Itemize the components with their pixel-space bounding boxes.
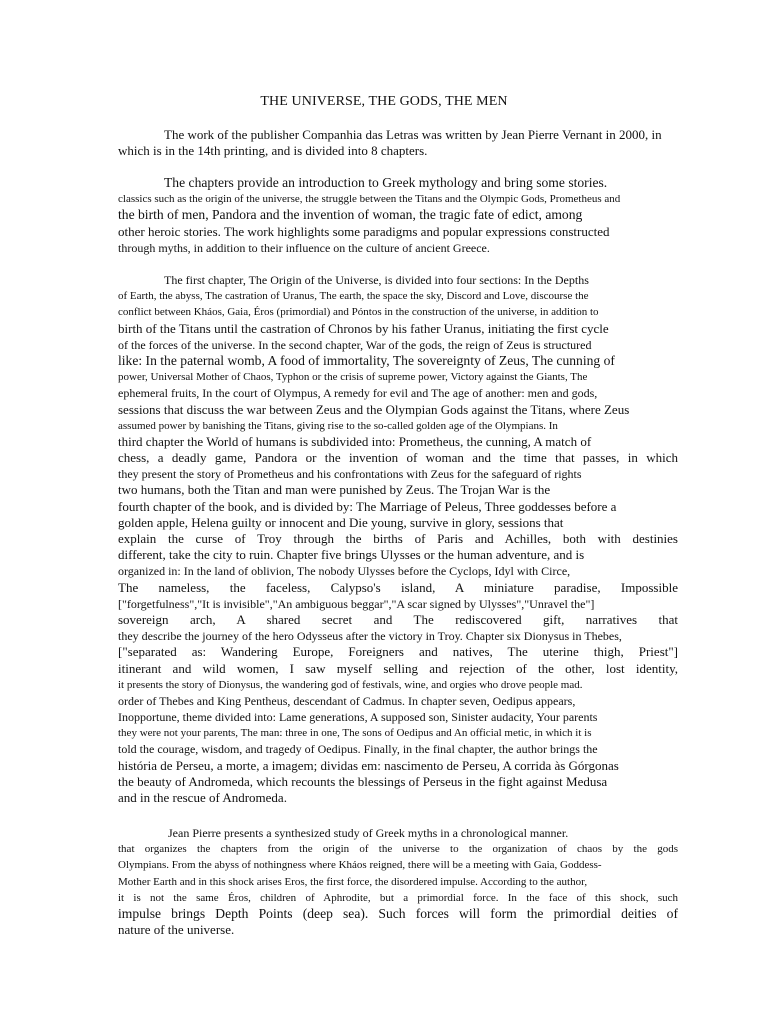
text-line: the birth of men, Pandora and the invention of woman, the tragic fate of edict, among [118, 207, 583, 223]
text-line: Inopportune, theme divided into: Lame generations, A supposed son, Sinister audacity, Your parents [118, 710, 598, 725]
text-line: nature of the universe. [118, 922, 235, 938]
text-line: Olympians. From the abyss of nothingness where Kháos reigned, there will be a meeting with Gaia, Goddess- [118, 859, 602, 872]
paragraph-4 [118, 825, 678, 938]
text-line: through myths, in addition to their influence on the culture of ancient Greece. [118, 240, 490, 255]
text-line: other heroic stories. The work highlights some paradigms and popular expressions constructed [118, 223, 610, 239]
text-line: chess, a deadly game, Pandora or the invention of woman and the time that passes, in which [118, 450, 678, 466]
text-line: ephemeral fruits, In the court of Olympus, A remedy for evil and The age of another: men and gods, [118, 386, 598, 401]
text-line: it is not the same Éros, children of Aphrodite, but a primordial force. In the face of this shock, such [118, 891, 678, 904]
text-line: ["separated as: Wandering Europe, Foreigners and natives, The uterine thigh, Priest"] [118, 644, 678, 660]
text-line: The first chapter, The Origin of the Universe, is divided into four sections: In the Depths [164, 273, 589, 287]
paragraph-2 [118, 175, 678, 256]
text-line: they present the story of Prometheus and his confrontations with Zeus for the safeguard of rights [118, 467, 582, 482]
text-line: two humans, both the Titan and man were punished by Zeus. The Trojan War is the [118, 482, 551, 498]
text-line: organized in: In the land of oblivion, The nobody Ulysses before the Cyclops, Idyl with Circe, [118, 564, 571, 579]
text-line: conflict between Kháos, Gaia, Éros (primordial) and Póntos in the construction of the universe, in addition to [118, 306, 599, 319]
text-line: and in the rescue of Andromeda. [118, 790, 287, 805]
text-line: fourth chapter of the book, and is divided by: The Marriage of Peleus, Three goddesses before a [118, 498, 617, 514]
text-line: order of Thebes and King Pentheus, descendant of Cadmus. In chapter seven, Oedipus appears, [118, 693, 576, 708]
text-line: told the courage, wisdom, and tragedy of Oedipus. Finally, in the final chapter, the author brings the [118, 742, 598, 757]
text-line: birth of the Titans until the castration of Chronos by his father Uranus, initiating the first cycle [118, 320, 609, 336]
text-line: that organizes the chapters from the origin of the universe to the organization of chaos by the gods [118, 843, 678, 856]
text-line: assumed power by banishing the Titans, giving rise to the so-called golden age of the Olympians. In [118, 419, 558, 432]
text-line: Jean Pierre presents a synthesized study of Greek myths in a chronological manner. [168, 826, 569, 840]
paragraph-1 [118, 127, 678, 159]
text-line: which is in the 14th printing, and is divided into 8 chapters. [118, 143, 428, 159]
text-line: impulse brings Depth Points (deep sea). Such forces will form the primordial deities of [118, 905, 678, 921]
text-line: The work of the publisher Companhia das Letras was written by Jean Pierre Vernant in 2000, in [164, 127, 662, 142]
text-line: they were not your parents, The man: three in one, The sons of Oedipus and An official metic, in which it is [118, 727, 592, 740]
text-line: power, Universal Mother of Chaos, Typhon or the crisis of supreme power, Victory against the Giants, The [118, 371, 588, 384]
text-line: they describe the journey of the hero Odysseus after the victory in Troy. Chapter six Dionysus in Thebes, [118, 629, 622, 644]
paragraph-3 [118, 272, 678, 806]
text-line: sessions that discuss the war between Zeus and the Olympian Gods against the Titans, where Zeus [118, 401, 630, 417]
text-line: the beauty of Andromeda, which recounts the blessings of Perseus in the fight against Medusa [118, 773, 608, 789]
text-line: sovereign arch, A shared secret and The rediscovered gift, narratives that [118, 611, 678, 627]
text-line: third chapter the World of humans is subdivided into: Prometheus, the cunning, A match of [118, 433, 592, 449]
text-line: like: In the paternal womb, A food of immortality, The sovereignty of Zeus, The cunning of [118, 352, 615, 368]
text-line: different, take the city to ruin. Chapter five brings Ulysses or the human adventure, and is [118, 547, 585, 563]
document-title: THE UNIVERSE, THE GODS, THE MEN [260, 94, 508, 109]
text-line: explain the curse of Troy through the births of Paris and Achilles, both with destinies [118, 531, 678, 546]
text-line: classics such as the origin of the universe, the struggle between the Titans and the Olympic Gods, Prometheus and [118, 193, 621, 206]
text-line: golden apple, Helena guilty or innocent and Die young, survive in glory, sessions that [118, 514, 564, 530]
text-line: itinerant and wild women, I saw myself selling and rejection of the other, lost identity, [118, 660, 678, 676]
text-line: Mother Earth and in this shock arises Eros, the first force, the disordered impulse. According to the author, [118, 875, 588, 888]
text-line: ["forgetfulness","It is invisible","An ambiguous beggar","A scar signed by Ulysses","Unravel the"] [118, 596, 595, 611]
text-line: of the forces of the universe. In the second chapter, War of the gods, the reign of Zeus is structured [118, 337, 592, 352]
text-line: The chapters provide an introduction to Greek mythology and bring some stories. [164, 175, 608, 190]
text-line: it presents the story of Dionysus, the wandering god of festivals, wine, and orgies who drove people mad. [118, 678, 583, 691]
text-line: The nameless, the faceless, Calypso's island, A miniature paradise, Impossible [118, 579, 678, 595]
text-line: história de Perseu, a morte, a imagem; dividas em: nascimento de Perseu, A corrida às Górgonas [118, 757, 619, 773]
text-line: of Earth, the abyss, The castration of Uranus, The earth, the space the sky, Discord and Love, discourse the [118, 290, 589, 303]
